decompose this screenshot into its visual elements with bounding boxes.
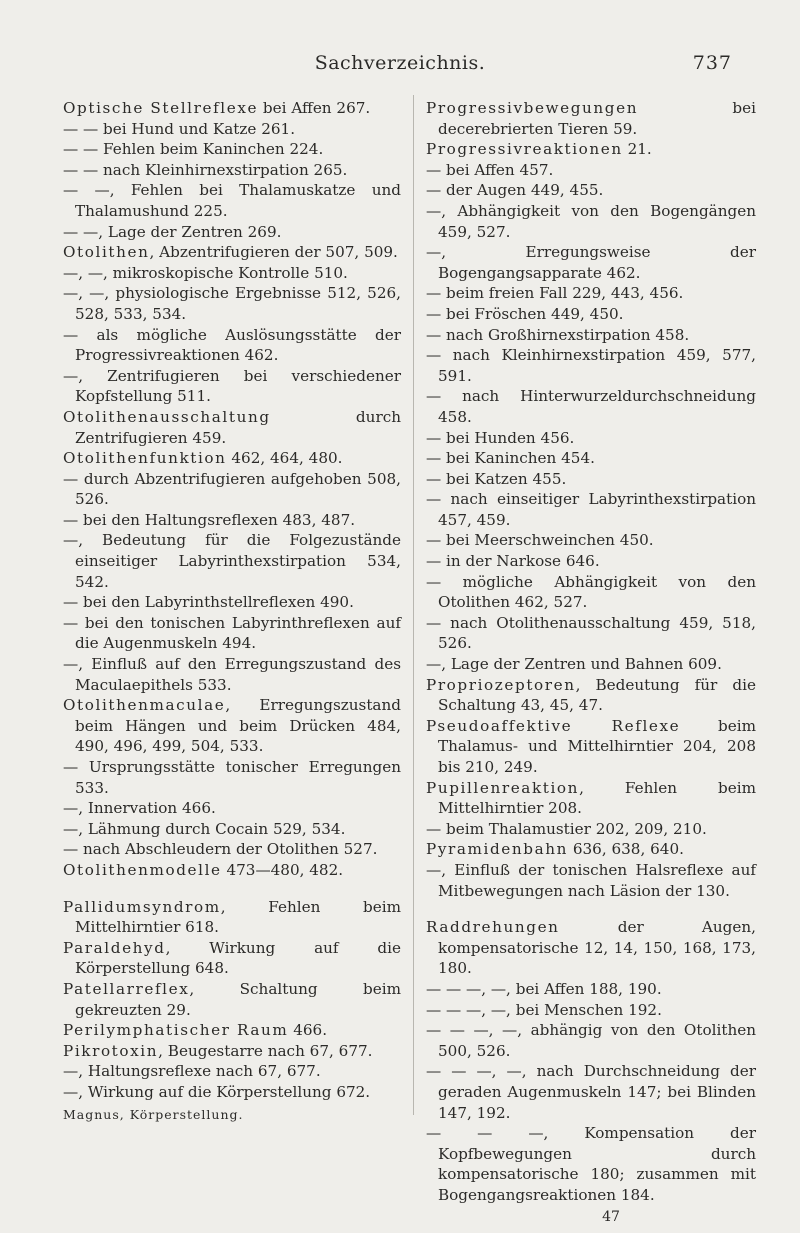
index-entry-text: — —, Lage der Zentren 269. (63, 222, 282, 241)
index-entry-text: —, Abhängigkeit von den Bogengängen 459, 527. (426, 201, 756, 241)
index-entry-text: —, Lage der Zentren und Bahnen 609. (426, 655, 722, 674)
index-entry (426, 530, 756, 551)
index-entry-text: — Ursprungsstätte tonischer Erregungen 533. (63, 758, 401, 797)
index-keyword: Otolithenfunktion (63, 449, 227, 468)
index-entry-text: , Fehlen beim Mittelhirntier 208. (438, 778, 756, 818)
index-entry-text: — — —, Kompensation der Kopfbewegungen durch kompensatorische 180; zusammen mit Bogengangsreaktionen 184. (426, 1124, 756, 1204)
index-keyword: Propriozeptoren (426, 675, 576, 694)
index-entry (63, 938, 401, 979)
index-entry-text: — — bei Hund und Katze 261. (63, 119, 296, 138)
index-entry (426, 1061, 756, 1123)
index-entry (63, 222, 401, 243)
index-keyword: Otolithenausschaltung (63, 407, 271, 426)
index-entry (426, 283, 756, 304)
index-entry (63, 160, 401, 181)
index-entry (426, 98, 756, 139)
index-entry-text: , Fehlen beim Mittelhirntier 618. (75, 897, 401, 937)
index-entry (63, 283, 401, 324)
index-entry (426, 1000, 756, 1021)
index-entry-text: — nach einseitiger Labyrinthexstirpation 457, 459. (426, 490, 756, 529)
footnote: Magnus, Körperstellung. (63, 1106, 244, 1122)
index-entry (63, 695, 401, 757)
index-entry (426, 489, 756, 530)
index-entry-text: — — —, —, nach Durchschneidung der geraden Augenmuskeln 147; bei Blinden 147, 192. (426, 1062, 756, 1122)
index-keyword: Patellarreflex (63, 979, 190, 998)
index-entry-text: —, Zentrifugieren bei verschiedener Kopfstellung 511. (63, 366, 401, 406)
index-entry (426, 1020, 756, 1061)
index-entry-text: — bei den Haltungsreflexen 483, 487. (63, 510, 356, 529)
index-entry-text: —, —, physiologische Ergebnisse 512, 526, 528, 533, 534. (63, 284, 401, 323)
index-entry-text: , Beugestarre nach 67, 677. (158, 1041, 373, 1060)
index-entry-text: — bei Fröschen 449, 450. (426, 304, 624, 323)
index-keyword: Pyramidenbahn (426, 840, 569, 859)
index-entry (426, 386, 756, 427)
index-entry (63, 325, 401, 366)
index-keyword: Perilymphatischer Raum (63, 1021, 289, 1040)
index-entry-text: — — —, —, bei Menschen 192. (426, 1000, 662, 1019)
index-entry-text: — — nach Kleinhirnexstirpation 265. (63, 160, 348, 179)
index-entry (63, 263, 401, 284)
index-entry-text: bei Affen 267. (258, 99, 371, 117)
index-entry-text: — nach Hinterwurzeldurchschneidung 458. (426, 387, 756, 426)
index-entry (426, 613, 756, 654)
index-keyword: Pallidumsyndrom (63, 897, 221, 916)
index-entry (426, 345, 756, 386)
index-entry (63, 180, 401, 221)
page-header (0, 52, 800, 82)
index-entry-text: — — Fehlen beim Kaninchen 224. (63, 140, 324, 159)
index-entry-text: —, Bedeutung für die Folgezustände einseitiger Labyrinthexstirpation 534, 542. (63, 531, 401, 591)
index-keyword: Optische Stellreflexe (63, 99, 259, 117)
index-entry (426, 979, 756, 1000)
index-keyword: Otolithenmaculae (63, 696, 226, 715)
index-entry-text: —, —, mikroskopische Kontrolle 510. (63, 263, 348, 282)
index-keyword: Progressivbewegungen (426, 99, 639, 117)
index-entry (63, 469, 401, 510)
index-entry-text: bei decerebrierten Tieren 59. (438, 99, 756, 138)
index-entry-text: — mögliche Abhängigkeit von den Otolithen 462, 527. (426, 572, 756, 612)
index-entry-text: — bei Kaninchen 454. (426, 449, 595, 468)
index-entry-text: 466. (288, 1021, 328, 1040)
index-entry-text: — nach Abschleudern der Otolithen 527. (63, 840, 378, 859)
index-entry-text: — der Augen 449, 455. (426, 181, 604, 200)
index-entry (63, 613, 401, 654)
index-entry-text: — bei Meerschweinchen 450. (426, 531, 654, 550)
index-entry-text: — bei Hunden 456. (426, 428, 575, 447)
index-entry (63, 654, 401, 695)
index-entry-text: 473—480, 482. (221, 860, 344, 879)
index-entry (63, 98, 401, 119)
index-entry (63, 1082, 401, 1103)
index-entry (426, 819, 756, 840)
index-entry (426, 551, 756, 572)
index-entry (63, 979, 401, 1020)
index-keyword: Pikrotoxin (63, 1041, 159, 1060)
index-entry-text: 21. (622, 140, 652, 159)
index-entry (63, 510, 401, 531)
index-entry (63, 860, 401, 881)
index-entry (426, 917, 756, 979)
index-entry-text: der Augen, kompensatorische 12, 14, 150, 168, 173, 180. (438, 918, 756, 978)
index-entry (426, 160, 756, 181)
index-entry-text: , Abzentrifugieren der 507, 509. (149, 243, 398, 262)
index-entry-text: —, Haltungsreflexe nach 67, 677. (63, 1062, 321, 1081)
index-entry (63, 139, 401, 160)
index-entry-text: — bei den Labyrinthstellreflexen 490. (63, 593, 354, 612)
index-entry (426, 139, 756, 160)
index-entry-text: , Wirkung auf die Körperstellung 648. (75, 938, 401, 978)
index-entry (63, 1061, 401, 1082)
index-entry-text: — beim Thalamustier 202, 209, 210. (426, 819, 707, 838)
index-entry (63, 1020, 401, 1041)
index-entry-text: — bei Katzen 455. (426, 469, 567, 488)
index-entry-text: durch Zentrifugieren 459. (75, 407, 401, 447)
index-entry-text: —, Erregungsweise der Bogengangsapparate 462. (426, 243, 756, 282)
index-keyword: Raddrehungen (426, 918, 560, 937)
index-entry-text: —, Einfluß auf den Erregungszustand des Maculaepithels 533. (63, 655, 401, 694)
index-entry (63, 592, 401, 613)
index-entry (63, 448, 401, 469)
index-entry-text: — als mögliche Auslösungsstätte der Progressivreaktionen 462. (63, 325, 401, 365)
index-entry (426, 778, 756, 819)
index-entry (426, 304, 756, 325)
index-entry-text: — nach Großhirnexstirpation 458. (426, 325, 690, 344)
index-entry (426, 180, 756, 201)
index-keyword: Otolithenmodelle (63, 860, 222, 879)
index-entry-text: — —, Fehlen bei Thalamuskatze und Thalamushund 225. (63, 181, 401, 220)
index-entry (426, 860, 756, 901)
index-entry (63, 819, 401, 840)
index-keyword: Pupillenreaktion (426, 778, 580, 797)
index-column-right (426, 98, 756, 1228)
index-entry-text: —, Einfluß der tonischen Halsreflexe auf Mitbewegungen nach Läsion der 130. (426, 860, 756, 900)
index-entry (63, 119, 401, 140)
index-entry-text: —, Lähmung durch Cocain 529, 534. (63, 819, 346, 838)
index-entry-text: , Schaltung beim gekreuzten 29. (75, 979, 401, 1019)
index-entry (63, 366, 401, 407)
index-entry-text: , Erregungszustand beim Hängen und beim Drücken 484, 490, 496, 499, 504, 533. (75, 696, 401, 756)
column-divider (413, 95, 414, 1115)
index-entry (426, 572, 756, 613)
index-entry (426, 428, 756, 449)
index-entry (426, 839, 756, 860)
index-entry-text: —, Innervation 466. (63, 799, 216, 818)
index-keyword: Progressivreaktionen (426, 140, 623, 159)
index-entry (63, 407, 401, 448)
index-entry (63, 1041, 401, 1062)
index-keyword: Pseudoaffektive Reflexe (426, 716, 681, 735)
index-entry (426, 675, 756, 716)
index-entry-text: — durch Abzentrifugieren aufgehoben 508, 526. (63, 469, 401, 509)
index-entry-text: — in der Narkose 646. (426, 552, 600, 571)
index-entry-text: — bei Affen 457. (426, 160, 554, 179)
index-entry-text: — beim freien Fall 229, 443, 456. (426, 284, 684, 303)
index-entry (63, 757, 401, 798)
running-title: Sachverzeichnis. (314, 52, 486, 74)
page-number: 737 (692, 52, 732, 74)
index-entry (63, 897, 401, 938)
index-entry (426, 716, 756, 778)
index-entry (63, 242, 401, 263)
index-entry (426, 654, 756, 675)
index-entry (426, 1123, 756, 1205)
index-entry-text: — — —, —, abhängig von den Otolithen 500, 526. (426, 1021, 756, 1060)
index-keyword: Paraldehyd (63, 938, 166, 957)
index-keyword: Otolithen (63, 243, 150, 262)
index-entry (426, 325, 756, 346)
index-entry-text: — nach Kleinhirnexstirpation 459, 577, 591. (426, 346, 756, 385)
index-column-left (63, 98, 401, 1125)
index-entry (426, 242, 756, 283)
index-entry (426, 448, 756, 469)
index-entry-text: beim Thalamus- und Mittelhirntier 204, 208 bis 210, 249. (438, 716, 756, 776)
index-entry-text: —, Wirkung auf die Körperstellung 672. (63, 1082, 371, 1101)
index-entry-text: — nach Otolithenausschaltung 459, 518, 526. (426, 613, 756, 653)
index-entry-text: 462, 464, 480. (226, 449, 343, 468)
index-entry-text: , Bedeutung für die Schaltung 43, 45, 47. (438, 675, 756, 715)
index-entry-text: 636, 638, 640. (568, 840, 684, 859)
index-entry (426, 469, 756, 490)
index-entry-text: — — —, —, bei Affen 188, 190. (426, 979, 662, 998)
index-entry-text: — bei den tonischen Labyrinthreflexen auf die Augenmuskeln 494. (63, 613, 401, 653)
signature-mark: 47 (602, 1209, 620, 1226)
index-entry (63, 530, 401, 592)
index-entry (426, 201, 756, 242)
index-entry (63, 798, 401, 819)
index-entry (63, 839, 401, 860)
